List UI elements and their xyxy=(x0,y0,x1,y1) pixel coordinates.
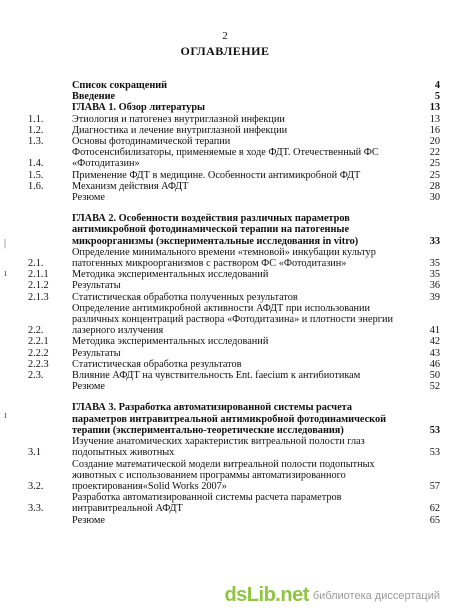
toc-entry-page: 16 xyxy=(429,124,440,136)
toc-entry xyxy=(28,247,440,269)
toc-entry xyxy=(28,102,440,113)
toc-entry-title: Введение xyxy=(72,91,116,103)
toc-entry-number: 2.2.2 xyxy=(28,347,49,359)
toc-entry-page: 35 xyxy=(429,258,440,270)
toc-entry xyxy=(28,348,440,359)
toc-entry-number: 3.1 xyxy=(28,447,41,459)
toc-entry-title: Основы фотодинамической терапии xyxy=(72,136,231,148)
toc-entry-number: 1.6. xyxy=(28,180,44,192)
toc-entry-title: Механизм действия АФДТ xyxy=(72,180,189,192)
toc-entry xyxy=(28,515,440,526)
toc-entry-page: 13 xyxy=(429,113,440,125)
toc-entry-page: 42 xyxy=(429,336,440,348)
toc-entry-title: Список сокращений xyxy=(72,80,168,91)
toc-entry-page: 25 xyxy=(429,169,440,181)
toc-entry-number: 2.2.1 xyxy=(28,336,49,348)
toc-entry-title: Определение минимального времени «темновой» инкубации культур патогенных микроорганизмов с раствором ФС «Фотодитазин» xyxy=(72,246,376,270)
toc-entry-number: 2.2. xyxy=(28,325,44,337)
toc-entry-page: 22 25 xyxy=(429,147,440,170)
toc-entry-page: 36 xyxy=(429,280,440,292)
toc-entry xyxy=(28,213,440,247)
watermark xyxy=(224,584,440,607)
toc-entry-title: Определение антимикробной активности АФДТ при использовании различных концентраций раствора «Фотодитазина» и плотности энергии лазерного излучения xyxy=(72,302,394,337)
toc-entry-number: 1.2. xyxy=(28,124,44,136)
toc-entry-number: 1.5. xyxy=(28,169,44,181)
toc-entry xyxy=(28,192,440,203)
toc-entry-title: Статистическая обработка полученных результатов xyxy=(72,291,298,303)
toc-entry xyxy=(28,492,440,514)
toc-entry-title: ГЛАВА 1. Обзор литературы xyxy=(72,102,206,114)
toc-entry-title: Методика экспериментальных исследований xyxy=(72,336,269,348)
toc-entry-number: 3.2. xyxy=(28,480,44,492)
toc-entry xyxy=(28,269,440,280)
toc-entry xyxy=(28,147,440,169)
margin-mark: | xyxy=(4,238,7,249)
toc-entry-number: 2.1.1 xyxy=(28,269,49,281)
toc-entry-page: 33 xyxy=(429,235,440,247)
toc-entry-page: 57 xyxy=(429,480,440,492)
toc-entry-number: 2.2.3 xyxy=(28,358,49,370)
section-gap xyxy=(28,203,440,213)
toc-entry-page: 41 xyxy=(429,325,440,337)
toc-entry-title: Разработка автоматизированной системы расчета параметров интравитреальной АФДТ xyxy=(72,492,342,515)
toc-entry xyxy=(28,436,440,458)
table-of-contents xyxy=(28,80,440,526)
toc-entry-number: 3.3. xyxy=(28,503,44,515)
toc-entry-title: Результаты xyxy=(72,280,121,292)
toc-entry-number: 1.1. xyxy=(28,113,44,125)
toc-entry-title: ГЛАВА 3. Разработка автоматизированной системы расчета параметров интравитреальной антимикробной фотодинамической терапии (экспериментально-теоретические исследования) xyxy=(72,402,387,436)
toc-entry xyxy=(28,114,440,125)
toc-entry xyxy=(28,292,440,303)
toc-entry xyxy=(28,280,440,291)
toc-entry xyxy=(28,170,440,181)
toc-entry-page: 28 xyxy=(429,180,440,192)
toc-entry xyxy=(28,402,440,436)
toc-entry-title: Влияние АФДТ на чувствительность Ent. faecium к антибиотикам xyxy=(72,370,361,382)
toc-entry-title: Изучение анатомических характеристик витреальной полости глаз подопытных животных xyxy=(72,436,365,459)
toc-entry-title: Применение ФДТ в медицине. Особенности антимикробной ФДТ xyxy=(72,169,361,181)
toc-entry xyxy=(28,125,440,136)
margin-mark: ı xyxy=(4,268,7,279)
toc-entry-title: ГЛАВА 2. Особенности воздействия различных параметров антимикробной фотодинамической терапии на патогенные микроорганизмы (экспериментальные исследования in vitro) xyxy=(72,213,359,247)
section-gap xyxy=(28,392,440,402)
toc-entry xyxy=(28,459,440,493)
toc-entry-page: 46 xyxy=(429,358,440,370)
toc-entry-number: 2.3. xyxy=(28,370,44,382)
toc-entry-number: 2.1.3 xyxy=(28,291,49,303)
toc-entry xyxy=(28,370,440,381)
toc-entry-title: Резюме xyxy=(72,514,105,526)
toc-entry-title: Результаты xyxy=(72,347,121,359)
margin-mark: ı xyxy=(4,410,7,421)
toc-entry-page: 65 xyxy=(429,514,440,526)
toc-entry-page: 35 xyxy=(429,269,440,281)
toc-entry-page: 13 xyxy=(429,102,440,114)
toc-entry-page: 39 xyxy=(429,291,440,303)
toc-entry xyxy=(28,336,440,347)
toc-entry-title: Статистическая обработка результатов xyxy=(72,358,242,370)
watermark-tagline: библиотека диссертаций xyxy=(312,589,440,602)
toc-entry-title: Резюме xyxy=(72,381,105,393)
toc-entry xyxy=(28,80,440,91)
toc-entry-number: 2.1. xyxy=(28,258,44,270)
toc-entry-page: 4 xyxy=(434,80,440,91)
toc-entry-page: 62 xyxy=(429,503,440,515)
toc-entry-number: 1.3. xyxy=(28,136,44,148)
toc-entry-number: 2.1.2 xyxy=(28,280,49,292)
toc-entry-title: Создание математической модели витреальной полости подопытных животных с использованием программы автоматизированного проектирования«Solid Works 2007» xyxy=(72,458,375,492)
toc-entry-title: Этиология и патогенез внутриглазной инфекции xyxy=(72,113,285,125)
toc-entry-title: Фотосенсибилизаторы, применяемые в ходе ФДТ. Отечественный ФС «Фотодитазин» xyxy=(72,147,379,170)
toc-entry-number: 1.4. xyxy=(28,158,44,170)
toc-entry-page: 43 xyxy=(429,347,440,359)
toc-entry-page: 20 xyxy=(429,136,440,148)
toc-entry-page: 53 xyxy=(429,424,440,436)
watermark-logo: dsLib.net xyxy=(224,584,309,606)
toc-entry xyxy=(28,136,440,147)
toc-entry xyxy=(28,381,440,392)
toc-entry-page: 5 xyxy=(434,91,440,103)
toc-entry xyxy=(28,303,440,337)
toc-entry-title: Диагностика и лечение внутриглазной инфекции xyxy=(72,124,288,136)
toc-entry-page: 52 xyxy=(429,381,440,393)
toc-entry xyxy=(28,181,440,192)
toc-entry xyxy=(28,359,440,370)
toc-entry xyxy=(28,91,440,102)
toc-entry-page: 50 xyxy=(429,370,440,382)
page-number: 2 xyxy=(222,30,228,42)
toc-entry-title: Резюме xyxy=(72,192,105,204)
toc-entry-page: 30 xyxy=(429,192,440,204)
toc-entry-title: Методика экспериментальных исследований xyxy=(72,269,269,281)
toc-entry-page: 53 xyxy=(429,447,440,459)
page-title: ОГЛАВЛЕНИЕ xyxy=(180,44,270,58)
